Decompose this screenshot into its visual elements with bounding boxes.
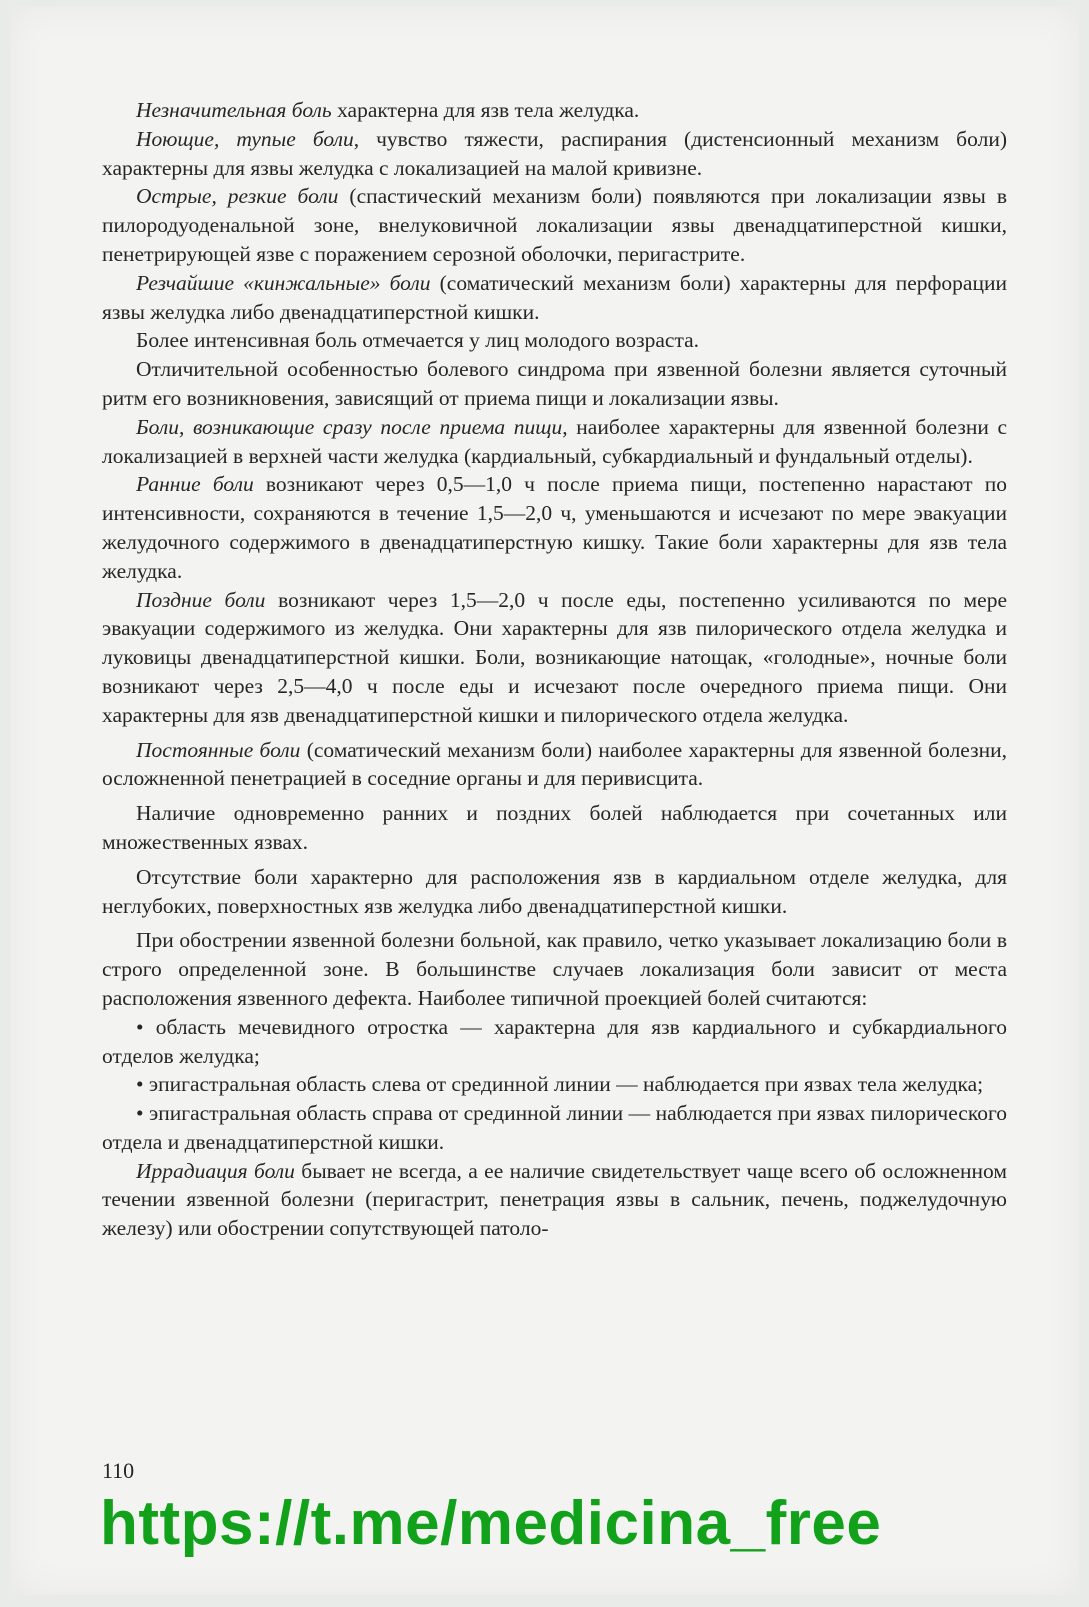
emphasis: Боли, возникающие сразу после приема пищи: [136, 414, 563, 439]
emphasis: Ранние боли: [136, 472, 254, 497]
emphasis: Резчайшие «кинжальные» боли: [136, 270, 431, 295]
emphasis: Острые, резкие боли: [136, 184, 339, 209]
emphasis: Незначительная боль: [136, 98, 332, 122]
paragraph: Более интенсивная боль отмечается у лиц молодого возраста.: [136, 328, 700, 353]
emphasis: Иррадиация боли: [136, 1158, 295, 1183]
page-number: 110: [102, 1458, 135, 1483]
paragraph: Наличие одновременно ранних и поздних болей наблюдается при сочетанных или множественных язвах.: [102, 801, 1007, 854]
paragraph: Постоянные боли (соматический механизм боли) наиболее характерны для язвенной болезни, осложненной пенетрацией в соседние органы и для перивисцита.: [102, 737, 1007, 791]
book-page: [10, 6, 1079, 1595]
body-text: [102, 96, 1007, 1243]
paragraph: Боли, возникающие сразу после приема пищи, наиболее характерны для язвенной болезни с локализацией в верхней части желудка (кардиальный, субкардиальный и фундальный отделы).: [102, 414, 1008, 468]
emphasis: Поздние боли: [136, 587, 266, 612]
paragraph: Незначительная боль характерна для язв тела желудка.: [136, 98, 640, 122]
paragraph: Резчайшие «кинжальные» боли (соматический механизм боли) характерны для перфорации язвы желудка либо двенадцатиперстной кишки.: [102, 270, 1007, 324]
watermark-link[interactable]: https://t.me/medicina_free: [100, 1489, 882, 1558]
paragraph: Ранние боли возникают через 0,5—1,0 ч после приема пищи, постепенно нарастают по интенсивности, сохраняются в течение 1,5—2,0 ч, уменьшаются и исчезают по мере эвакуации желудочного содержимого в двенадцатиперстную кишку. Такие боли характерны для язв тела желудка.: [102, 472, 1007, 583]
paragraph: Острые, резкие боли (спастический механизм боли) появляются при локализации язвы в пилородуоденальной зоне, внелуковичной локализации язвы двенадцатиперстной кишки, пенетрирующей язве с поражением серозной оболочки, перигастрите.: [102, 184, 1007, 266]
list-item: • область мечевидного отростка — характерна для язв кардиального и субкардиального отделов желудка;: [102, 1014, 1007, 1068]
emphasis: Постоянные боли: [136, 737, 301, 762]
paragraph: Отсутствие боли характерно для расположения язв в кардиальном отделе желудка, для неглубоких, поверхностных язв желудка либо двенадцатиперстной кишки.: [102, 864, 1007, 918]
list-item: • эпигастральная область слева от срединной линии — наблюдается при язвах тела желудка;: [136, 1072, 984, 1097]
paragraph: При обострении язвенной болезни больной, как правило, четко указывает локализацию боли в строго определенной зоне. В большинстве случаев локализация боли зависит от места расположения язвенного дефекта. Наиболее типичной проекцией болей считаются:: [102, 928, 1007, 1010]
paragraph: Поздние боли возникают через 1,5—2,0 ч после еды, постепенно усиливаются по мере эвакуации содержимого из желудка. Они характерны для язв пилорического отдела желудка и луковицы двенадцатиперстной кишки. Боли, возникающие натощак, «голодные», ночные боли возникают через 2,5—4,0 ч после еды и исчезают после очередного приема пищи. Они характерны для язв двенадцатиперстной кишки и пилорического отдела желудка.: [102, 587, 1007, 727]
paragraph: Отличительной особенностью болевого синдрома при язвенной болезни является суточный ритм его возникновения, зависящий от приема пищи и локализации язвы.: [102, 357, 1007, 410]
emphasis: Ноющие, тупые боли: [136, 126, 354, 151]
list-item: • эпигастральная область справа от срединной линии — наблюдается при язвах пилорического отдела и двенадцатиперстной кишки.: [102, 1101, 1007, 1154]
paragraph: Иррадиация боли бывает не всегда, а ее наличие свидетельствует чаще всего об осложненном течении язвенной болезни (перигастрит, пенетрация язвы в сальник, печень, поджелудочную железу) или обострении сопутствующей патоло-: [102, 1158, 1007, 1241]
paragraph: Ноющие, тупые боли, чувство тяжести, распирания (дистенсионный механизм боли) характерны для язвы желудка с локализацией на малой кривизне.: [102, 126, 1007, 180]
